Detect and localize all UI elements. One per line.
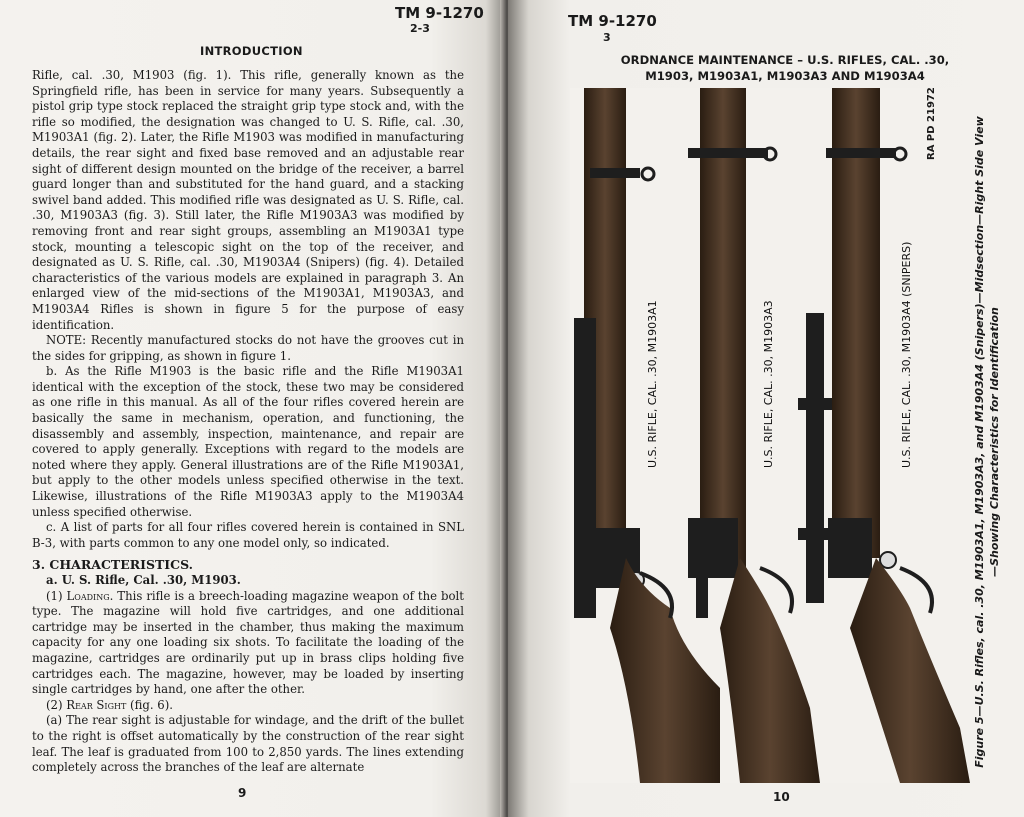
left-page-number: 9	[238, 786, 247, 800]
paragraph-a: Rifle, cal. .30, M1903 (fig. 1). This rifle, generally known as the Springfield rifle, has been in service for many years. Subsequently a pistol grip type stock replaced the straight grip type stock and, with the rifle so modified, the designation was changed to U. S. Rifle, cal. .30, M1903A1 (fig. 2). Later, the Rifle M1903 was modified in manufacturing details, the rear sight and fixed base removed and an adjustable rear sight of different design mounted on the bridge of the receiver, a barrel guard longer than and substituted for the hand guard, and a stacking swivel band added. This modified rifle was designated as U. S. Rifle, cal. .30, M1903A3 (fig. 3). Still later, the Rifle M1903A3 was modified by removing front and rear sight groups, assembling an M1903A1 type stock, mounting a telescopic sight on the top of the receiver, and designated as U. S. Rifle, cal. .30, M1903A4 (Snipers) (fig. 4). Detailed characteristics of the various models are explained in paragraph 3. An enlarged view of the mid-sections of the M1903A1, M1903A3, and M1903A4 Rifles is shown in figure 5 for the purpose of easy identification.	[32, 68, 464, 332]
left-page-header-sub: 2-3	[410, 22, 430, 35]
section-3-heading: 3. CHARACTERISTICS.	[32, 557, 194, 573]
left-page-header: TM 9-1270	[395, 4, 484, 22]
figure-title	[600, 52, 970, 84]
rifle-label-m1903a3: U.S. RIFLE, CAL. .30, M1903A3	[762, 300, 775, 468]
figure-title-line2: M1903, M1903A1, M1903A3 AND M1903A4	[645, 69, 925, 83]
loading-text: This rifle is a breech-loading magazine weapon of the bolt type. The magazine will hold five cartridges, and one additional cartridge may be inserted in the chamber, thus making the maximum capacity for any one loading six shots. To facilitate the loading of the magazine, cartridges are ordinarily put up in brass clips holding five cartridges each. The magazine, however, may be loaded by inserting single cartridges by hand, one after the other.	[32, 588, 464, 697]
figure-caption-line1: Figure 5—U.S. Rifles, cal. .30, M1903A1, M1903A3, and M1903A4 (Snipers)—Midsection—Right Side View	[973, 116, 986, 768]
paragraph-b: b. As the Rifle M1903 is the basic rifle and the Rifle M1903A1 identical with the exception of the stock, these two may be considered as one rifle in this manual. As all of the four rifles covered herein are basically the same in mechanism, operation, and functioning, the disassembly and assembly, inspection, maintenance, and repair are covered to apply generally. Exceptions with regard to the models are noted where they apply. General illustrations are of the Rifle M1903A1, but apply to the other models unless specified otherwise in the text. Likewise, illustrations of the Rifle M1903A3 apply to the M1903A4 unless specified otherwise.	[32, 364, 464, 519]
rifles-illustration	[570, 88, 980, 783]
section-title: INTRODUCTION	[200, 44, 303, 58]
right-page-header-sub: 3	[603, 31, 611, 44]
figure-title-line1: ORDNANCE MAINTENANCE – U.S. RIFLES, CAL. .30,	[620, 53, 950, 67]
subsection-a-heading: a. U. S. Rifle, Cal. .30, M1903.	[46, 573, 241, 587]
paragraph-c: c. A list of parts for all four rifles covered herein is contained in SNL B-3, with parts common to any one model only, so indicated.	[32, 520, 464, 550]
rear-sight-paragraph: (a) The rear sight is adjustable for windage, and the drift of the bullet to the right is offset automatically by the construction of the rear sight leaf. The leaf is graduated from 100 to 2,850 yards. The lines extending completely across the branches of the leaf are alternate	[32, 713, 464, 775]
loading-heading: (1) Loading.	[46, 588, 114, 603]
note-paragraph: NOTE: Recently manufactured stocks do not have the grooves cut in the sides for gripping, as shown in figure 1.	[32, 333, 464, 363]
figure-caption-line2: —Showing Characteristics for Identification	[988, 307, 1001, 577]
ra-pd-number: RA PD 21972	[926, 87, 937, 160]
rifle-label-m1903a1: U.S. RIFLE, CAL. .30, M1903A1	[646, 300, 659, 468]
figure-caption	[972, 92, 1002, 792]
body-text	[32, 68, 464, 776]
rifle-label-m1903a4: U.S. RIFLE, CAL. .30, M1903A4 (SNIPERS)	[900, 241, 913, 468]
right-page-number: 10	[773, 790, 790, 804]
rear-sight-ref: (fig. 6).	[130, 697, 173, 712]
rifles-photo	[570, 88, 980, 783]
rifle-m1903a4-image	[798, 88, 970, 783]
rear-sight-heading-line	[32, 698, 464, 714]
telescopic-sight	[806, 313, 824, 603]
left-page	[0, 0, 506, 817]
loading-paragraph	[32, 589, 464, 698]
right-page-header: TM 9-1270	[568, 12, 657, 30]
rear-sight-heading: (2) Rear Sight	[46, 697, 127, 712]
